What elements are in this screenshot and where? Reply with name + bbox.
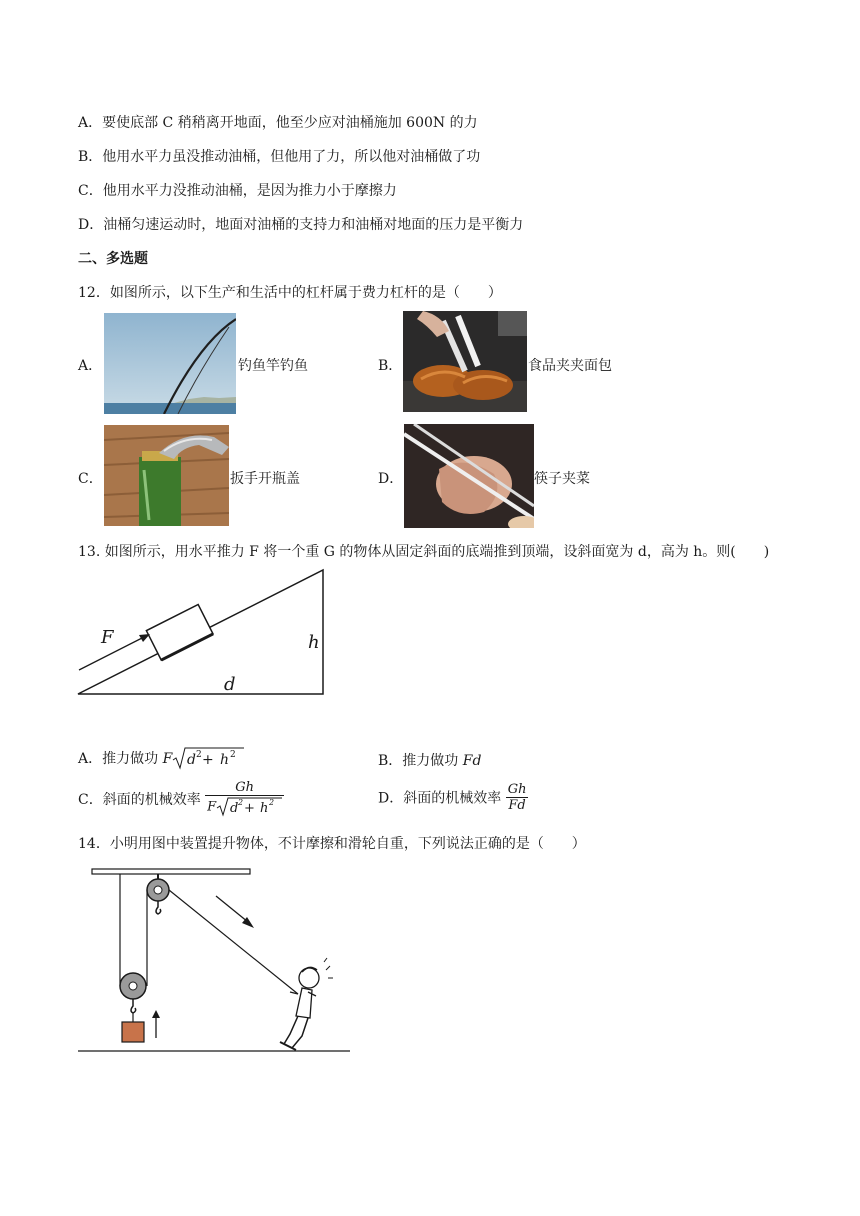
q13-option-d	[378, 782, 528, 813]
q12-b-caption: 食品夹夹面包	[528, 358, 612, 374]
q13-option-a	[78, 746, 244, 772]
q13-b-text: B．推力做功	[378, 753, 463, 769]
q12-a-caption: 钓鱼竿钓鱼	[238, 358, 308, 374]
q13-option-c	[78, 780, 284, 818]
svg-text:2: 2	[196, 750, 203, 760]
label-d: d	[224, 674, 236, 695]
label-F: F	[101, 627, 114, 648]
svg-text:h: h	[260, 801, 269, 816]
svg-text:2: 2	[269, 798, 275, 807]
sqrt-formula-a	[172, 746, 244, 772]
q14-stem: 14．小明用图中装置提升物体，不计摩擦和滑轮自重，下列说法正确的是（ ）	[78, 836, 586, 852]
q12-stem: 12．如图所示，以下生产和生活中的杠杆属于费力杠杆的是（ ）	[78, 285, 502, 301]
q11-option-d: D．油桶匀速运动时，地面对油桶的支持力和油桶对地面的压力是平衡力	[78, 217, 524, 233]
q13-d-text: D．斜面的机械效率	[378, 790, 502, 807]
q13-a-text: A．推力做功	[78, 751, 163, 767]
fishing-rod-photo	[104, 313, 236, 414]
svg-text:h: h	[220, 752, 230, 768]
svg-text:2: 2	[238, 798, 244, 807]
incline-diagram	[76, 568, 328, 700]
q11-option-b: B．他用水平力虽没推动油桶，但他用了力，所以他对油桶做了功	[78, 149, 481, 165]
formula-F: F	[162, 751, 173, 767]
q12-b-label: B．	[378, 358, 403, 374]
q12-a-label: A．	[78, 358, 103, 374]
bottle-opener-photo	[104, 425, 229, 526]
svg-text:+: +	[202, 752, 215, 768]
fraction-d: $\frac{Gh}{Fd}$	[507, 782, 527, 813]
svg-text:2: 2	[230, 750, 237, 760]
q12-d-caption: 筷子夹菜	[534, 471, 590, 487]
section-title: 二、多选题	[78, 251, 148, 267]
q13-c-text: C．斜面的机械效率	[78, 792, 201, 808]
chopsticks-photo	[404, 424, 534, 528]
bread-tongs-photo	[403, 311, 527, 412]
q12-c-label: C．	[78, 471, 103, 487]
svg-text:d: d	[230, 801, 239, 816]
fraction-c: Gh F d 2 + h 2	[205, 780, 284, 818]
q11-option-c: C．他用水平力没推动油桶，是因为推力小于摩擦力	[78, 183, 397, 199]
q11-option-a: A．要使底部 C 稍稍离开地面，他至少应对油桶施加 600N 的力	[78, 115, 478, 131]
pulley-diagram	[76, 866, 354, 1056]
label-h: h	[308, 632, 320, 653]
q13-stem: 13. 如图所示，用水平推力 F 将一个重 G 的物体从固定斜面的底端推到顶端，设斜面宽为 d，高为 h。则( )	[78, 544, 770, 560]
q12-d-label: D．	[378, 471, 404, 487]
sqrt-formula-c	[216, 796, 282, 818]
q12-c-caption: 扳手开瓶盖	[230, 471, 300, 487]
svg-text:d: d	[187, 752, 197, 768]
svg-text:+: +	[244, 801, 256, 816]
formula-Fd: Fd	[462, 753, 482, 769]
q13-option-b	[378, 750, 481, 770]
